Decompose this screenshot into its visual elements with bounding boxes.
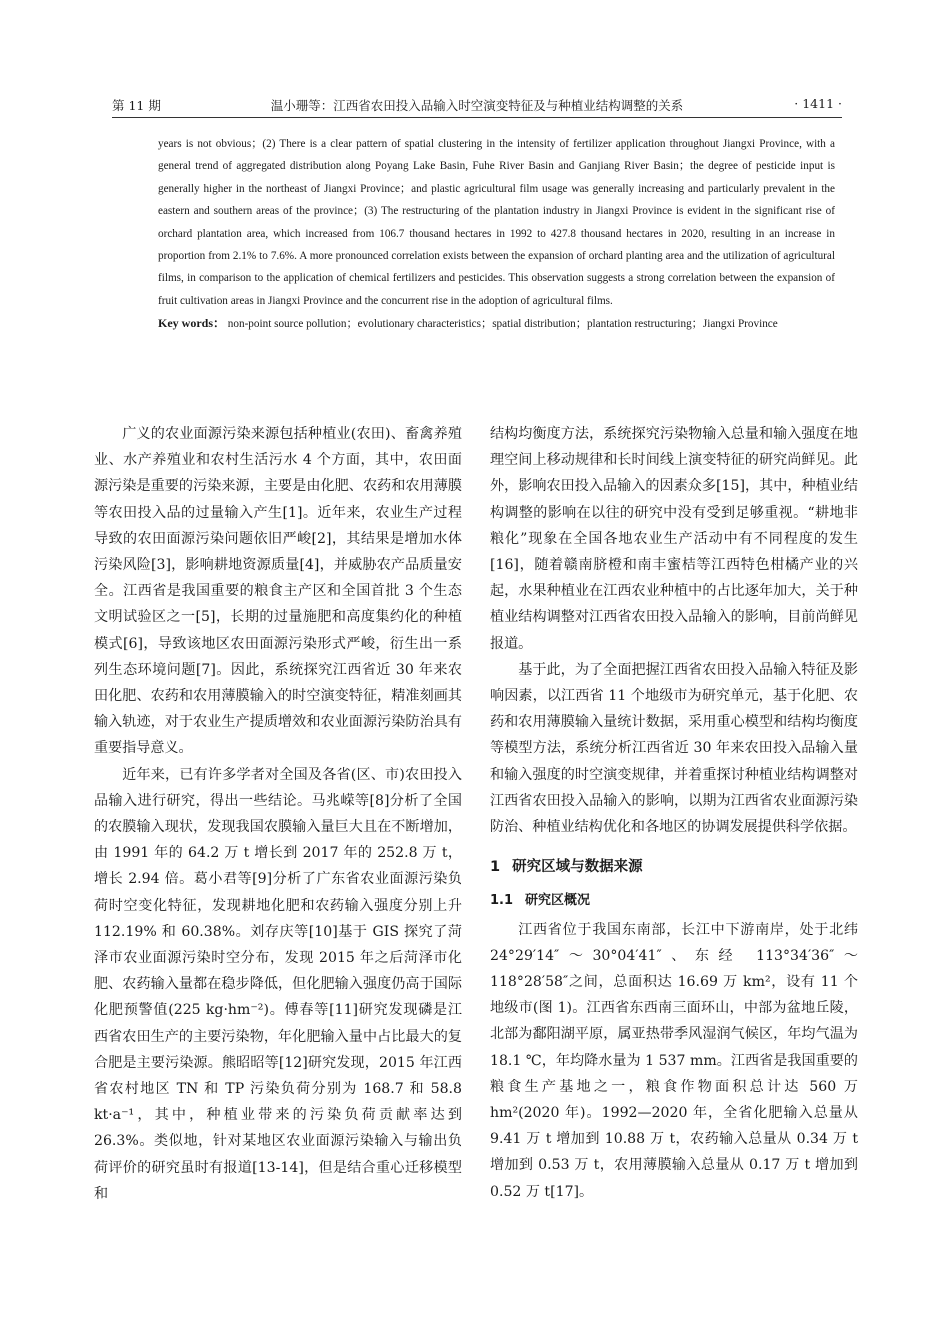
study-area-paragraph: 江西省位于我国东南部，长江中下游南岸，处于北纬 24°29′14″～30°04′41″、东经 113°34′36″～118°28′58″之间，总面积达 16.69 万 km²，设有 11 个地级市(图 1)。江西省东西南三面环山，中部为盆地丘陵，北部为鄱阳湖平原，属亚热带季风湿润气候区，年均气温为 18.1 ℃，年均降水量为 1 537 mm。江西省是我国重要的粮食生产基地之一，粮食作物面积总计达 560 万 hm²(2020 年)。1992—2020 年，全省化肥输入总量从 9.41 万 t 增加到 10.88 万 t，农药输入总量从 0.34 万 t 增加到 0.53 万 t，农用薄膜输入总量从 0.17 万 t 增加到 0.52 万 t[17]。: [490, 921, 858, 1200]
subsection-number: 1.1: [490, 893, 514, 909]
page-number: · 1411 ·: [794, 96, 842, 111]
keywords-label: Key words：: [158, 316, 225, 331]
right-column: [490, 421, 858, 1205]
intro-paragraph-2: 近年来，已有许多学者对全国及各省(区、市)农田投入品输入进行研究，得出一些结论。马兆嵘等[8]分析了全国的农膜输入现状，发现我国农膜输入量巨大且在不断增加，由 1991 年的 64.2 万 t 增长到 2017 年的 252.8 万 t，增长 2.94 倍。葛小君等[9]分析了广东省农业面源污染负荷时空变化特征，发现耕地化肥和农药输入强度分别上升 112.19% 和 60.38%。刘存庆等[10]基于 GIS 探究了菏泽市农业面源污染时空分布，发现 2015 年之后菏泽市化肥、农药输入量都在稳步降低，但化肥输入强度仍高于国际化肥预警值(225 kg·hm⁻²)。傅春等[11]研究发现磷是江西省农田生产的主要污染物，年化肥输入量中占比最大的复合肥是主要污染源。熊昭昭等[12]研究发现，2015 年江西省农村地区 TN 和 TP 污染负荷分别为 168.7 和 58.8 kt·a⁻¹，其中，种植业带来的污染负荷贡献率达到 26.3%。类似地，针对某地区农业面源污染输入与输出负荷评价的研究虽时有报道[13-14]，但是结合重心迁移模型和: [94, 766, 462, 1202]
issue-number: 第 11 期: [112, 98, 161, 113]
running-header: [112, 96, 842, 114]
abstract-text: years is not obvious；(2) There is a clear pattern of spatial clustering in the intensity of fertilizer application throughout Jiangxi Province, with a general trend of aggregated distribution along Poyang Lake Basin, Fuhe River Basin and Ganjiang River Basin；the degree of pesticide input is generally higher in the northeast of Jiangxi Province；and plastic agricultural film usage was generally increasing and particularly prevalent in the eastern and southern areas of the province；(3) The restructuring of the plantation industry in Jiangxi Province is evident in the significant rise of orchard plantation area, which increased from 106.7 thousand hectares in 1992 to 427.8 thousand hectares in 2020, resulting in an increase in proportion from 2.1% to 7.6%. A more pronounced correlation exists between the expansion of orchard planting area and the utilization of agricultural films, in comparison to the application of chemical fertilizers and pesticides. This observation suggests a strong correlation between the expansion of fruit cultivation areas in Jiangxi Province and the concurrent rise in the adoption of agricultural films.: [158, 138, 835, 307]
keywords-line: [158, 312, 835, 335]
keywords-list: non-point source pollution；evolutionary characteristics；spatial distribution；plantation restructuring；Jiangxi Province: [227, 318, 778, 331]
running-title: 温小珊等：江西省农田投入品输入时空演变特征及与种植业结构调整的关系: [270, 98, 684, 113]
intro-paragraph-1: 广义的农业面源污染来源包括种植业(农田)、畜禽养殖业、水产养殖业和农村生活污水 4 个方面，其中，农田面源污染是重要的污染来源，主要是由化肥、农药和农用薄膜等农田投入品的过量输入产生[1]。近年来，农业生产过程导致的农田面源污染问题依旧严峻[2]，其结果是增加水体污染风险[3]，影响耕地资源质量[4]，并威胁农产品质量安全。江西省是我国重要的粮食主产区和全国首批 3 个生态文明试验区之一[5]，长期的过量施肥和高度集约化的种植模式[6]，导致该地区农田面源污染形式严峻，衍生出一系列生态环境问题[7]。因此，系统探究江西省近 30 年来农田化肥、农药和农用薄膜输入的时空演变特征，精准刻画其输入轨迹，对于农业生产提质增效和农业面源污染防治具有重要指导意义。: [94, 426, 462, 757]
left-column: [94, 421, 462, 1207]
english-abstract: [158, 133, 835, 336]
section-title: 研究区域与数据来源: [512, 859, 643, 876]
header-divider: [112, 117, 842, 118]
subsection-title: 研究区概况: [525, 893, 591, 909]
intro-paragraph-2-continued: 结构均衡度方法，系统探究污染物输入总量和输入强度在地理空间上移动规律和长时间线上演变特征的研究尚鲜见。此外，影响农田投入品输入的因素众多[15]，其中，种植业结构调整的影响在以往的研究中没有受到足够重视。“耕地非粮化”现象在全国各地农业生产活动中有不同程度的发生[16]，随着赣南脐橙和南丰蜜桔等江西特色柑橘产业的兴起，水果种植业在江西农业种植中的占比逐年加大，关于种植业结构调整对江西省农田投入品输入的影响，目前尚鲜见报道。: [490, 426, 858, 652]
subsection-heading-1-1: [490, 888, 858, 914]
section-heading-1: [490, 854, 858, 880]
section-number: 1: [490, 859, 501, 876]
intro-paragraph-3: 基于此，为了全面把握江西省农田投入品输入特征及影响因素，以江西省 11 个地级市为研究单元，基于化肥、农药和农用薄膜输入量统计数据，采用重心模型和结构均衡度等模型方法，系统分析江西省近 30 年来农田投入品输入量和输入强度的时空演变规律，并着重探讨种植业结构调整对江西省农田投入品输入的影响，以期为江西省农业面源污染防治、种植业结构优化和各地区的协调发展提供科学依据。: [490, 661, 858, 836]
